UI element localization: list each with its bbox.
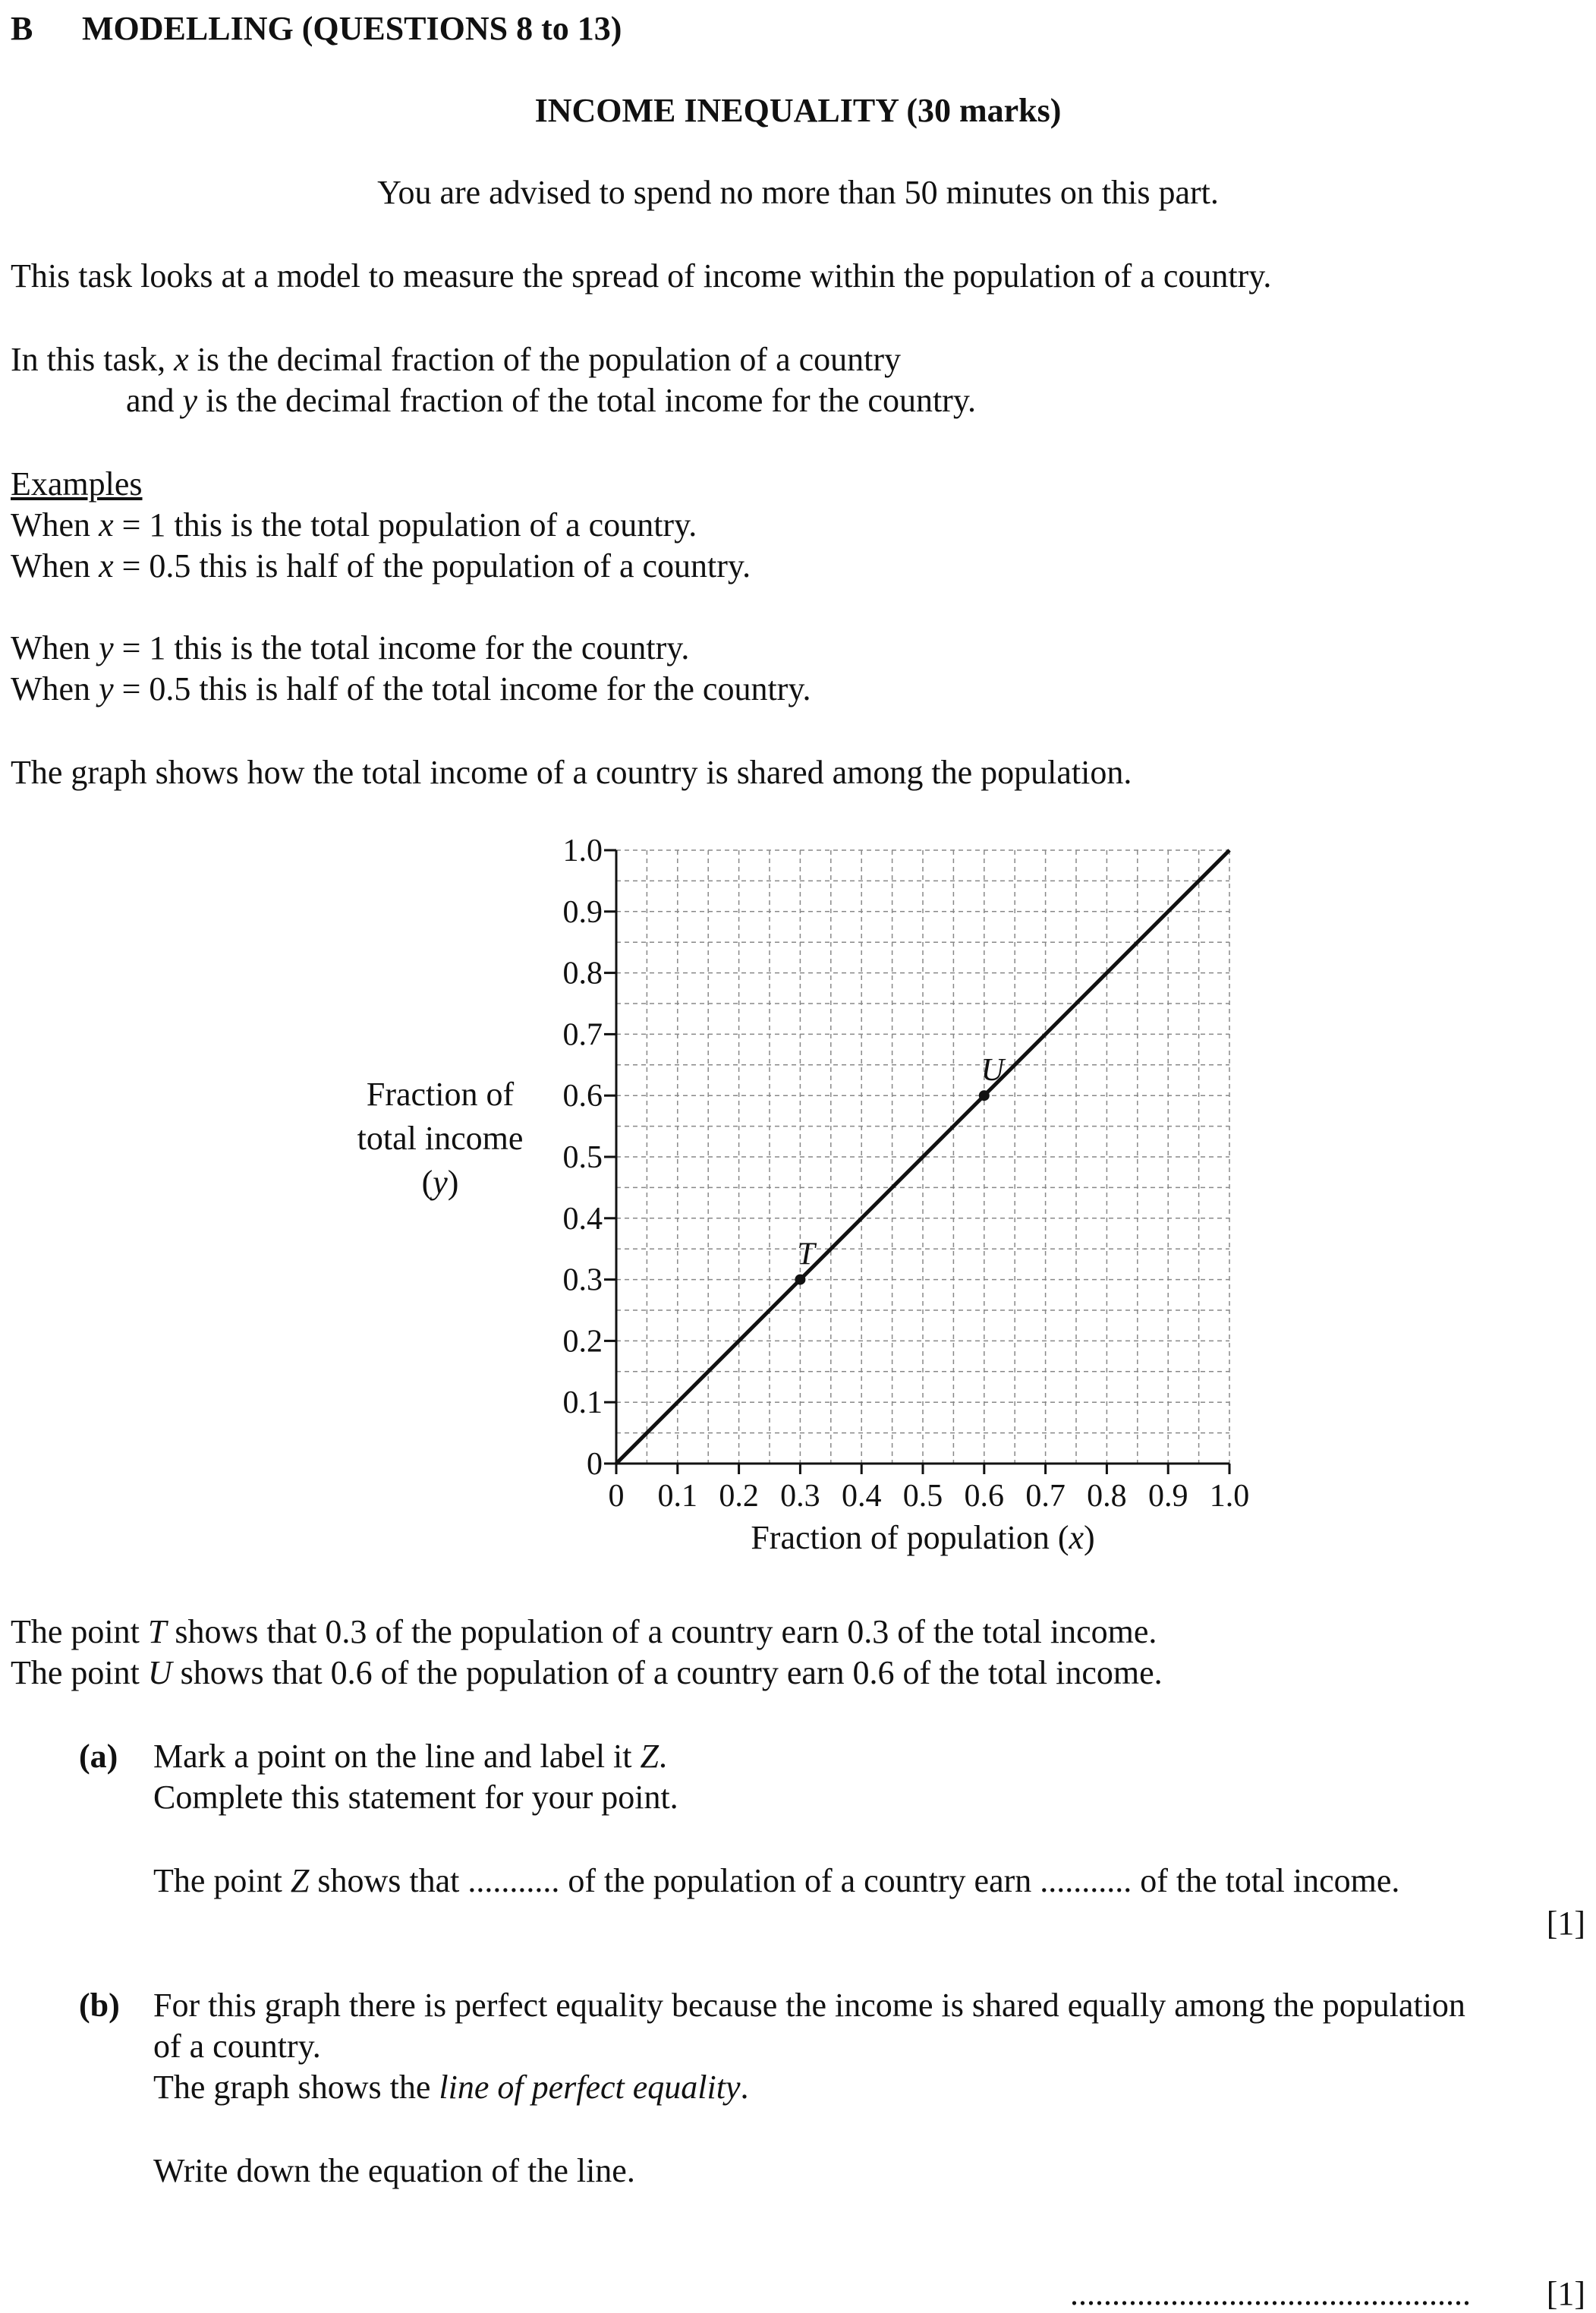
y-axis-title-line1: Fraction of xyxy=(366,1076,515,1113)
x-tick-label: 0.3 xyxy=(780,1479,820,1514)
example-item: When x = 1 this is the total population of a country. xyxy=(11,506,697,544)
y-tick-label: 0.3 xyxy=(562,1262,603,1298)
part-b-label: (b) xyxy=(79,1987,120,2024)
y-tick-label: 0.9 xyxy=(562,894,603,930)
y-axis-title-line2: total income xyxy=(357,1120,524,1157)
point-t-label: T xyxy=(797,1237,815,1272)
section-letter: B xyxy=(11,10,33,47)
part-b-answer-line[interactable]: ................................................ xyxy=(1070,2275,1471,2312)
part-a-label: (a) xyxy=(79,1738,118,1775)
y-tick-label: 0.6 xyxy=(562,1079,603,1114)
x-tick-label: 0.9 xyxy=(1147,1479,1188,1514)
x-tick-label: 0.2 xyxy=(719,1479,759,1514)
task-advice: You are advised to spend no more than 50 minutes on this part. xyxy=(377,174,1219,211)
x-tick-label: 0 xyxy=(608,1479,625,1514)
x-tick-label: 0.6 xyxy=(964,1479,1005,1514)
examples-heading: Examples xyxy=(11,465,143,503)
task-title: INCOME INEQUALITY (30 marks) xyxy=(534,92,1062,129)
definition-y: and y is the decimal fraction of the total income for the country. xyxy=(126,382,976,419)
part-a-marks: [1] xyxy=(1546,1905,1585,1942)
part-b-text-4: Write down the equation of the line. xyxy=(153,2152,635,2189)
y-tick-label: 0.7 xyxy=(562,1017,603,1053)
part-b-text-1: For this graph there is perfect equality because the income is shared equally among the population xyxy=(153,1987,1465,2024)
example-item: When y = 1 this is the total income for the country. xyxy=(11,629,690,666)
point-u-statement: The point U shows that 0.6 of the population of a country earn 0.6 of the total income. xyxy=(11,1654,1163,1691)
point-t-statement: The point T shows that 0.3 of the population of a country earn 0.3 of the total income. xyxy=(11,1613,1157,1650)
x-tick-label: 0.5 xyxy=(902,1479,943,1514)
y-tick-label: 0.2 xyxy=(562,1324,603,1360)
x-tick-label: 0.1 xyxy=(657,1479,698,1514)
point-u-label: U xyxy=(981,1053,1005,1089)
task-intro: This task looks at a model to measure the spread of income within the population of a country. xyxy=(11,257,1272,295)
part-a-statement[interactable]: The point Z shows that ........... of the population of a country earn ........... of the total income. xyxy=(153,1862,1400,1899)
definition-x: In this task, x is the decimal fraction of the population of a country xyxy=(11,341,902,378)
x-tick-label: 0.8 xyxy=(1087,1479,1127,1514)
section-title: MODELLING (QUESTIONS 8 to 13) xyxy=(82,10,622,47)
x-tick-label: 0.7 xyxy=(1025,1479,1066,1514)
part-b-text-3: The graph shows the line of perfect equality. xyxy=(153,2069,749,2106)
graph-intro: The graph shows how the total income of a country is shared among the population. xyxy=(11,754,1132,791)
y-tick-label: 0.4 xyxy=(562,1201,603,1237)
y-axis-title-var: (y) xyxy=(421,1164,459,1201)
y-tick-label: 0 xyxy=(587,1447,603,1482)
part-b-marks: [1] xyxy=(1546,2275,1585,2312)
points xyxy=(795,1053,1006,1284)
y-tick-label: 0.1 xyxy=(562,1385,603,1421)
point-t xyxy=(795,1275,805,1285)
x-axis-title: Fraction of population (x) xyxy=(751,1519,1095,1556)
x-tick-label: 1.0 xyxy=(1209,1479,1250,1514)
y-tick-label: 1.0 xyxy=(562,833,603,868)
y-tick-label: 0.5 xyxy=(562,1140,603,1175)
part-b-text-2: of a country. xyxy=(153,2028,321,2065)
part-a-instruction-2: Complete this statement for your point. xyxy=(153,1779,678,1816)
point-u xyxy=(979,1090,990,1101)
example-item: When x = 0.5 this is half of the population of a country. xyxy=(11,547,751,585)
x-tick-label: 0.4 xyxy=(841,1479,882,1514)
example-item: When y = 0.5 this is half of the total income for the country. xyxy=(11,670,811,707)
y-tick-label: 0.8 xyxy=(562,956,603,991)
part-a-instruction: Mark a point on the line and label it Z. xyxy=(153,1738,667,1775)
